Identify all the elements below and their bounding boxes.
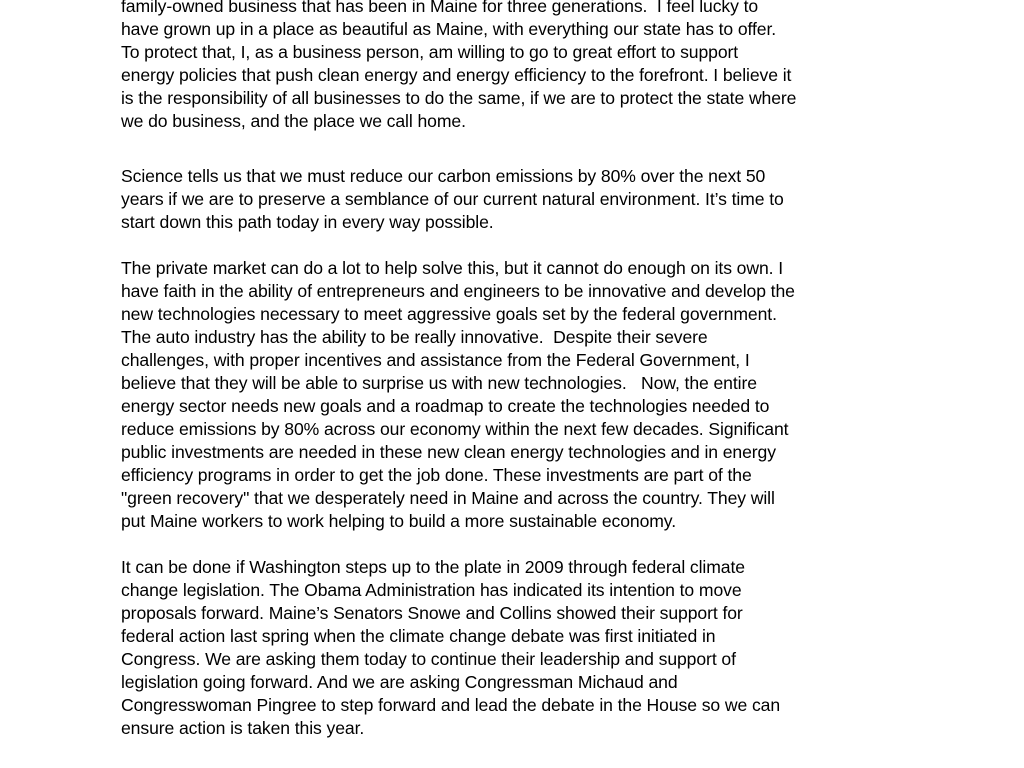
text-line: efficiency programs in order to get the job done. These investments are part of the: [121, 465, 752, 485]
text-line: new technologies necessary to meet aggressive goals set by the federal government.: [121, 304, 777, 324]
text-line: energy policies that push clean energy and energy efficiency to the forefront. I believe it: [121, 65, 792, 85]
text-line: have faith in the ability of entrepreneurs and engineers to be innovative and develop the: [121, 281, 795, 301]
paragraph-washington-legislation: [121, 556, 921, 740]
text-line: Congress. We are asking them today to continue their leadership and support of: [121, 649, 736, 669]
paragraph-private-market: [121, 257, 921, 533]
paragraph-science-emissions: [121, 165, 921, 234]
text-line: start down this path today in every way possible.: [121, 212, 494, 232]
text-line: federal action last spring when the climate change debate was first initiated in: [121, 626, 716, 646]
text-line: Congresswoman Pingree to step forward and lead the debate in the House so we can: [121, 695, 781, 715]
text-line: The private market can do a lot to help solve this, but it cannot do enough on its own. I: [121, 258, 784, 278]
text-line: challenges, with proper incentives and assistance from the Federal Government, I: [121, 350, 750, 370]
text-line: To protect that, I, as a business person, am willing to go to great effort to support: [121, 42, 739, 62]
text-line: "green recovery" that we desperately need in Maine and across the country. They will: [121, 488, 775, 508]
text-line: legislation going forward. And we are asking Congressman Michaud and: [121, 672, 678, 692]
paragraph-business-commitment: [121, 0, 921, 133]
text-line: It can be done if Washington steps up to the plate in 2009 through federal climate: [121, 557, 745, 577]
text-line: Science tells us that we must reduce our carbon emissions by 80% over the next 50: [121, 166, 766, 186]
text-line: energy sector needs new goals and a roadmap to create the technologies needed to: [121, 396, 770, 416]
text-line: have grown up in a place as beautiful as Maine, with everything our state has to offer.: [121, 19, 777, 39]
text-line: is the responsibility of all businesses to do the same, if we are to protect the state where: [121, 88, 797, 108]
text-line: change legislation. The Obama Administration has indicated its intention to move: [121, 580, 742, 600]
text-line: The auto industry has the ability to be really innovative. Despite their severe: [121, 327, 708, 347]
text-line: public investments are needed in these new clean energy technologies and in energy: [121, 442, 776, 462]
text-line: years if we are to preserve a semblance of our current natural environment. It’s time to: [121, 189, 784, 209]
text-line: reduce emissions by 80% across our economy within the next few decades. Significant: [121, 419, 789, 439]
text-line: ensure action is taken this year.: [121, 718, 365, 738]
text-line: put Maine workers to work helping to build a more sustainable economy.: [121, 511, 676, 531]
text-line: believe that they will be able to surprise us with new technologies. Now, the entire: [121, 373, 757, 393]
text-line: proposals forward. Maine’s Senators Snowe and Collins showed their support for: [121, 603, 743, 623]
text-line: family-owned business that has been in Maine for three generations. I feel lucky to: [121, 0, 759, 16]
text-line: we do business, and the place we call home.: [121, 111, 466, 131]
